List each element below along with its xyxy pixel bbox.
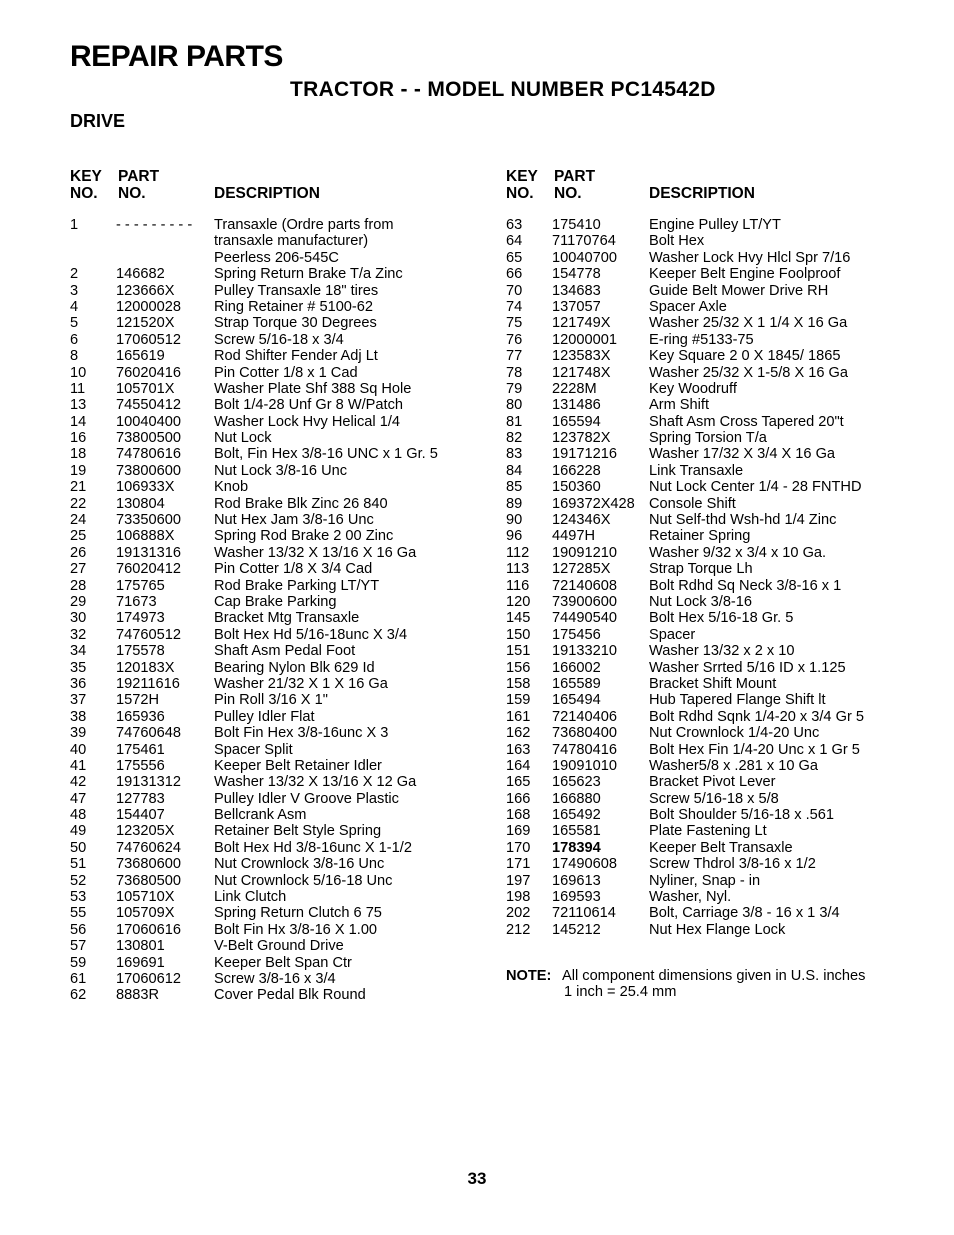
key-cell: 26 [70,544,87,561]
description-cell: Pin Cotter 1/8 X 3/4 Cad [214,561,373,578]
description-cell: Link Transaxle [649,462,744,479]
part-cell: 165589 [552,675,601,692]
part-cell: 72140608 [552,577,617,594]
description-cell: Strap Torque Lh [649,561,753,578]
key-cell: 85 [506,479,523,496]
description-cell: Bracket Shift Mount [649,675,777,692]
key-cell: 158 [506,675,531,692]
part-cell: 74780416 [552,741,617,758]
description-cell: Screw 5/16-18 x 3/4 [214,331,344,348]
description-cell: Rod Brake Parking LT/YT [214,577,380,594]
part-cell: 137057 [552,298,601,315]
description-cell: Nyliner, Snap - in [649,872,761,889]
part-cell: 105710X [116,889,175,906]
key-cell: 18 [70,446,87,463]
description-cell: Nut Lock [214,430,272,447]
part-cell: 165581 [552,823,601,840]
description-cell: Cap Brake Parking [214,593,337,610]
part-cell: 123782X [552,430,611,447]
description-cell: Bolt, Carriage 3/8 - 16 x 1 3/4 [649,905,840,922]
key-cell: 13 [70,397,87,414]
key-cell: 49 [70,823,87,840]
description-cell: Pulley Transaxle 18" tires [214,282,379,299]
description-cell: Bearing Nylon Blk 629 Id [214,659,375,676]
key-header-line1: KEY [506,168,538,185]
key-cell: 51 [70,856,87,873]
description-cell: Spring Torsion T/a [649,430,767,447]
key-cell: 89 [506,495,523,512]
description-cell: Shaft Asm Pedal Foot [214,643,356,660]
part-cell: 10040400 [116,413,181,430]
key-header-line1: KEY [70,168,102,185]
description-cell: Bracket Mtg Transaxle [214,610,360,627]
key-cell: 79 [506,380,523,397]
description-cell: Screw 3/8-16 x 3/4 [214,970,336,987]
description-cell: Keeper Belt Transaxle [649,839,793,856]
part-cell: 76020416 [116,364,181,381]
description-cell: Washer 21/32 X 1 X 16 Ga [214,675,388,692]
description-cell: Bolt Hex [649,233,705,250]
part-header-line2: NO. [118,185,146,202]
part-cell: 130804 [116,495,165,512]
part-cell: 17060616 [116,921,181,938]
description-cell: Keeper Belt Retainer Idler [214,757,382,774]
part-cell: 73900600 [552,593,617,610]
part-cell: 123205X [116,823,175,840]
key-cell: 10 [70,364,87,381]
part-cell: 165619 [116,348,165,365]
part-header-line2: NO. [554,185,582,202]
part-cell: 121748X [552,364,611,381]
description-cell: V-Belt Ground Drive [214,938,344,955]
description-cell: Bracket Pivot Lever [649,774,776,791]
description-cell: Bolt Rdhd Sq Neck 3/8-16 x 1 [649,577,842,594]
description-cell: Washer Srrted 5/16 ID x 1.125 [649,659,846,676]
description-cell: Washer 13/32 x 2 x 10 [649,643,795,660]
key-cell: 59 [70,954,87,971]
part-cell: 105709X [116,905,175,922]
part-cell: 154407 [116,807,165,824]
description-cell: Washer 13/32 X 13/16 X 12 Ga [214,774,417,791]
part-cell: 73800600 [116,462,181,479]
key-cell: 165 [506,774,531,791]
part-cell: 130801 [116,938,165,955]
key-cell: 169 [506,823,531,840]
description-cell: Bolt Hex Fin 1/4-20 Unc x 1 Gr 5 [649,741,860,758]
part-cell: 165623 [552,774,601,791]
description-cell: Pin Roll 3/16 X 1" [214,692,328,709]
description-cell: Nut Crownlock 1/4-20 Unc [649,725,820,742]
key-cell: 16 [70,430,87,447]
part-cell: 174973 [116,610,165,627]
description-cell: Hub Tapered Flange Shift lt [649,692,826,709]
description-cell: Screw 5/16-18 x 5/8 [649,790,779,807]
key-cell: 41 [70,757,87,774]
part-cell: 127783 [116,790,165,807]
key-cell: 75 [506,315,523,332]
key-cell: 28 [70,577,87,594]
key-cell: 61 [70,970,87,987]
description-cell: Console Shift [649,495,736,512]
part-cell: 154778 [552,266,601,283]
part-header-line1: PART [554,168,596,185]
description-cell: Peerless 206-545C [214,249,339,266]
part-cell: 175578 [116,643,165,660]
key-cell: 159 [506,692,531,709]
key-cell: 170 [506,839,531,856]
key-cell: 35 [70,659,87,676]
part-cell: 124346X [552,512,611,529]
description-cell: Retainer Spring [649,528,751,545]
part-cell: 71673 [116,593,157,610]
part-cell: 150360 [552,479,601,496]
part-cell: 73800500 [116,430,181,447]
part-cell: 169593 [552,889,601,906]
description-cell: Pulley Idler V Groove Plastic [214,790,399,807]
note-line2: 1 inch = 25.4 mm [564,984,677,1001]
description-cell: Ring Retainer # 5100-62 [214,298,374,315]
part-cell: 169691 [116,954,165,971]
key-cell: 197 [506,872,531,889]
key-cell: 3 [70,282,79,299]
description-cell: Rod Shifter Fender Adj Lt [214,348,378,365]
description-cell: Washer Plate Shf 388 Sq Hole [214,380,412,397]
key-cell: 78 [506,364,523,381]
key-cell: 66 [506,266,523,283]
key-cell: 164 [506,757,531,774]
description-header: DESCRIPTION [214,185,320,202]
description-cell: Nut Crownlock 3/8-16 Unc [214,856,385,873]
part-cell: 72110614 [552,905,616,922]
key-cell: 65 [506,249,523,266]
part-cell: 169372X428 [552,495,635,512]
part-cell: 127285X [552,561,611,578]
description-cell: Bolt Hex Hd 5/16-18unc X 3/4 [214,626,408,643]
key-cell: 116 [506,577,530,594]
part-cell: 175461 [116,741,165,758]
key-cell: 84 [506,462,523,479]
description-cell: E-ring #5133-75 [649,331,754,348]
description-cell: Washer Lock Hvy Helical 1/4 [214,413,400,430]
key-cell: 113 [506,561,530,578]
key-cell: 162 [506,725,531,742]
description-cell: Nut Lock 3/8-16 Unc [214,462,348,479]
description-cell: Washer Lock Hvy Hlcl Spr 7/16 [649,249,851,266]
key-cell: 4 [70,298,79,315]
key-cell: 27 [70,561,87,578]
key-cell: 77 [506,348,523,365]
key-cell: 145 [506,610,531,627]
key-cell: 42 [70,774,87,791]
key-cell: 74 [506,298,523,315]
part-cell: 17060512 [116,331,181,348]
note-line1: All component dimensions given in U.S. inches [562,968,866,984]
description-cell: Cover Pedal Blk Round [214,987,366,1004]
description-cell: Bolt 1/4-28 Unf Gr 8 W/Patch [214,397,403,414]
key-cell: 50 [70,839,87,856]
key-cell: 5 [70,315,79,332]
key-cell: 81 [506,413,523,430]
key-cell: 76 [506,331,523,348]
key-cell: 57 [70,938,87,955]
description-cell: Washer 9/32 x 3/4 x 10 Ga. [649,544,827,561]
key-cell: 150 [506,626,531,643]
description-cell: Pulley Idler Flat [214,708,315,725]
part-cell: 17490608 [552,856,617,873]
part-cell: 165594 [552,413,601,430]
key-cell: 29 [70,593,87,610]
part-cell: 121749X [552,315,611,332]
key-cell: 161 [506,708,531,725]
description-cell: Rod Brake Blk Zinc 26 840 [214,495,388,512]
key-cell: 53 [70,889,87,906]
part-cell: 74490540 [552,610,617,627]
description-cell: Nut Crownlock 5/16-18 Unc [214,872,393,889]
description-cell: Plate Fastening Lt [649,823,767,840]
key-cell: 22 [70,495,87,512]
key-cell: 47 [70,790,87,807]
part-cell: 123583X [552,348,611,365]
part-cell: 169613 [552,872,601,889]
part-cell: 1572H [116,692,160,709]
part-cell: 165936 [116,708,165,725]
key-cell: 63 [506,217,523,233]
key-cell: 156 [506,659,531,676]
description-cell: Bolt Hex 5/16-18 Gr. 5 [649,610,794,627]
description-cell: Washer 17/32 X 3/4 X 16 Ga [649,446,836,463]
key-header-line2: NO. [506,185,534,202]
key-cell: 21 [70,479,87,496]
part-cell: 175456 [552,626,601,643]
part-cell: 73680400 [552,725,617,742]
part-cell: 19211616 [116,675,180,692]
description-cell: Washer, Nyl. [649,889,732,906]
key-cell: 80 [506,397,523,414]
description-cell: Bolt Fin Hex 3/8-16unc X 3 [214,725,389,742]
description-cell: Washer 25/32 X 1-5/8 X 16 Ga [649,364,849,381]
key-cell: 1 [70,217,79,233]
description-cell: Nut Lock Center 1/4 - 28 FNTHD [649,479,862,496]
key-cell: 82 [506,430,523,447]
part-cell: 145212 [552,921,601,938]
part-cell: 175410 [552,217,601,233]
description-cell: Spring Return Clutch 6 75 [214,905,382,922]
description-cell: Keeper Belt Engine Foolproof [649,266,841,283]
part-cell: 106933X [116,479,175,496]
part-cell: 121520X [116,315,175,332]
key-cell: 198 [506,889,531,906]
description-cell: Spacer Split [214,741,293,758]
key-cell: 24 [70,512,87,529]
description-cell: Nut Hex Jam 3/8-16 Unc [214,512,374,529]
part-cell: 74760648 [116,725,181,742]
part-cell: 74760624 [116,839,181,856]
key-cell: 2 [70,266,79,283]
part-cell: 12000001 [552,331,617,348]
description-cell: Bolt Shoulder 5/16-18 x .561 [649,807,834,824]
key-cell: 212 [506,921,531,938]
description-cell: Knob [214,479,249,496]
key-cell: 14 [70,413,87,430]
part-cell: 131486 [552,397,601,414]
description-cell: Bolt Rdhd Sqnk 1/4-20 x 3/4 Gr 5 [649,708,864,725]
description-cell: Engine Pulley LT/YT [649,217,781,233]
description-header: DESCRIPTION [649,185,755,202]
section-heading: DRIVE [70,111,126,131]
description-cell: Washer 13/32 X 13/16 X 16 Ga [214,544,417,561]
part-cell: 166228 [552,462,601,479]
key-header-line2: NO. [70,185,98,202]
key-cell: 83 [506,446,523,463]
part-cell: 166002 [552,659,601,676]
key-cell: 166 [506,790,531,807]
part-cell: 19131312 [116,774,181,791]
key-cell: 202 [506,905,531,922]
part-cell: 19091010 [552,757,617,774]
part-cell: 19133210 [552,643,617,660]
description-cell: Screw Thdrol 3/8-16 x 1/2 [649,856,816,873]
part-cell: 134683 [552,282,601,299]
key-cell: 11 [70,380,86,397]
key-cell: 37 [70,692,87,709]
part-cell: 178394 [552,839,601,856]
part-cell: 17060612 [116,970,181,987]
key-cell: 40 [70,741,87,758]
part-cell: 120183X [116,659,175,676]
description-cell: Spring Rod Brake 2 00 Zinc [214,528,394,545]
key-cell: 19 [70,462,87,479]
key-cell: 96 [506,528,523,545]
description-cell: Shaft Asm Cross Tapered 20"t [649,413,844,430]
key-cell: 32 [70,626,87,643]
key-cell: 48 [70,807,87,824]
description-cell: Key Square 2 0 X 1845/ 1865 [649,348,841,365]
description-cell: Nut Lock 3/8-16 [649,593,753,610]
key-cell: 8 [70,348,79,365]
key-cell: 163 [506,741,531,758]
key-cell: 168 [506,807,531,824]
key-cell: 39 [70,725,87,742]
key-cell: 64 [506,233,523,250]
description-cell: Spring Return Brake T/a Zinc [214,266,403,283]
part-cell: 4497H [552,528,596,545]
part-cell: 105701X [116,380,175,397]
key-cell: 70 [506,282,523,299]
description-cell: Spacer Axle [649,298,727,315]
key-cell: 151 [506,643,531,660]
model-subtitle: TRACTOR - - MODEL NUMBER PC14542D [290,78,716,101]
description-cell: Bellcrank Asm [214,807,307,824]
part-cell: 2228M [552,380,597,397]
part-cell: 71170764 [552,233,616,250]
description-cell: Pin Cotter 1/8 x 1 Cad [214,364,358,381]
page-title: REPAIR PARTS [70,40,283,73]
part-cell: 74550412 [116,397,181,414]
description-cell: Arm Shift [649,397,710,414]
part-cell: 72140406 [552,708,617,725]
note-label: NOTE: [506,968,552,984]
description-cell: Washer5/8 x .281 x 10 Ga [649,757,818,774]
part-cell: 74760512 [116,626,181,643]
part-cell: 165494 [552,692,601,709]
description-cell: Keeper Belt Span Ctr [214,954,352,971]
part-cell: 73680500 [116,872,181,889]
part-cell: 73680600 [116,856,181,873]
key-cell: 62 [70,987,87,1004]
description-cell: Nut Hex Flange Lock [649,921,786,938]
part-cell: 73350600 [116,512,181,529]
description-cell: Spacer [649,626,696,643]
part-cell: 19171216 [552,446,617,463]
description-cell: Bolt, Fin Hex 3/8-16 UNC x 1 Gr. 5 [214,446,438,463]
description-cell: Key Woodruff [649,380,737,397]
key-cell: 55 [70,905,87,922]
key-cell: 90 [506,512,523,529]
part-cell: 146682 [116,266,165,283]
key-cell: 34 [70,643,87,660]
part-cell: 8883R [116,987,160,1004]
part-header-line1: PART [118,168,160,185]
description-cell: Retainer Belt Style Spring [214,823,382,840]
part-cell: 123666X [116,282,175,299]
description-cell: Washer 25/32 X 1 1/4 X 16 Ga [649,315,848,332]
part-cell: 74780616 [116,446,181,463]
description-cell: Bolt Hex Hd 3/8-16unc X 1-1/2 [214,839,412,856]
key-cell: 25 [70,528,87,545]
key-cell: 30 [70,610,87,627]
part-cell: 12000028 [116,298,181,315]
key-cell: 52 [70,872,87,889]
description-cell: Transaxle (Ordre parts from [214,217,394,233]
page-number: 33 [467,1169,487,1188]
key-cell: 38 [70,708,87,725]
description-cell: Nut Self-thd Wsh-hd 1/4 Zinc [649,512,837,529]
part-cell: 166880 [552,790,601,807]
description-cell: transaxle manufacturer) [214,233,369,250]
key-cell: 6 [70,331,79,348]
part-cell: 19131316 [116,544,181,561]
part-cell: - - - - - - - - - [116,217,193,233]
part-cell: 175765 [116,577,165,594]
part-cell: 175556 [116,757,165,774]
key-cell: 120 [506,593,531,610]
part-cell: 10040700 [552,249,617,266]
part-cell: 19091210 [552,544,617,561]
key-cell: 56 [70,921,87,938]
part-cell: 106888X [116,528,175,545]
part-cell: 165492 [552,807,601,824]
key-cell: 171 [506,856,531,873]
description-cell: Bolt Fin Hx 3/8-16 X 1.00 [214,921,378,938]
part-cell: 76020412 [116,561,181,578]
description-cell: Guide Belt Mower Drive RH [649,282,829,299]
key-cell: 36 [70,675,87,692]
description-cell: Link Clutch [214,889,287,906]
description-cell: Strap Torque 30 Degrees [214,315,377,332]
key-cell: 112 [506,544,530,561]
